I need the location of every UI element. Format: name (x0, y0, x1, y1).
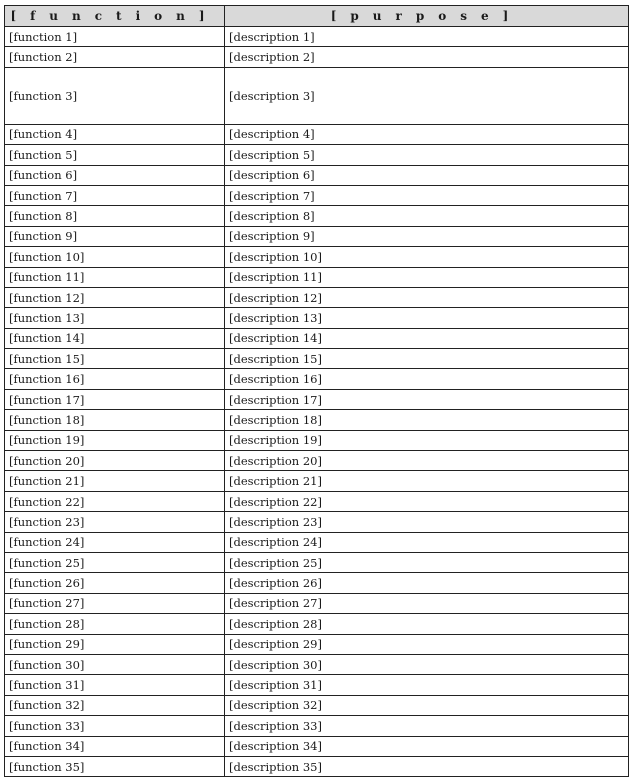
function-cell: [function 10] (5, 247, 225, 267)
function-cell: [function 11] (5, 267, 225, 287)
header-function: [function] (5, 6, 225, 27)
description-cell: [description 29] (225, 634, 629, 654)
table-row (5, 206, 629, 226)
function-cell: [function 24] (5, 532, 225, 552)
table-row (5, 430, 629, 450)
table-row (5, 349, 629, 369)
description-cell: [description 34] (225, 736, 629, 756)
description-cell: [description 7] (225, 185, 629, 205)
table-row (5, 308, 629, 328)
table-row (5, 328, 629, 348)
description-cell: [description 5] (225, 145, 629, 165)
table-row (5, 614, 629, 634)
table-row (5, 532, 629, 552)
description-cell: [description 11] (225, 267, 629, 287)
description-cell: [description 19] (225, 430, 629, 450)
function-cell: [function 32] (5, 695, 225, 715)
table-row (5, 675, 629, 695)
table-row (5, 369, 629, 389)
function-cell: [function 3] (5, 67, 225, 124)
header-row (5, 6, 629, 27)
description-cell: [description 17] (225, 389, 629, 409)
description-cell: [description 24] (225, 532, 629, 552)
table-row (5, 410, 629, 430)
function-cell: [function 17] (5, 389, 225, 409)
function-cell: [function 14] (5, 328, 225, 348)
table-row (5, 226, 629, 246)
table-row (5, 695, 629, 715)
function-cell: [function 7] (5, 185, 225, 205)
description-cell: [description 20] (225, 451, 629, 471)
function-cell: [function 26] (5, 573, 225, 593)
table-row (5, 287, 629, 307)
description-cell: [description 3] (225, 67, 629, 124)
function-cell: [function 4] (5, 124, 225, 144)
function-cell: [function 25] (5, 552, 225, 572)
function-cell: [function 33] (5, 716, 225, 736)
description-cell: [description 30] (225, 654, 629, 674)
description-cell: [description 31] (225, 675, 629, 695)
function-cell: [function 35] (5, 756, 225, 776)
table-row (5, 471, 629, 491)
description-cell: [description 22] (225, 491, 629, 511)
description-cell: [description 33] (225, 716, 629, 736)
function-cell: [function 12] (5, 287, 225, 307)
description-cell: [description 9] (225, 226, 629, 246)
table-row (5, 185, 629, 205)
function-cell: [function 23] (5, 512, 225, 532)
description-cell: [description 23] (225, 512, 629, 532)
function-cell: [function 19] (5, 430, 225, 450)
function-cell: [function 8] (5, 206, 225, 226)
table-row (5, 67, 629, 124)
description-cell: [description 14] (225, 328, 629, 348)
function-cell: [function 13] (5, 308, 225, 328)
function-cell: [function 2] (5, 47, 225, 67)
description-cell: [description 15] (225, 349, 629, 369)
table-row (5, 124, 629, 144)
function-cell: [function 29] (5, 634, 225, 654)
function-cell: [function 15] (5, 349, 225, 369)
description-cell: [description 16] (225, 369, 629, 389)
table-row (5, 491, 629, 511)
function-cell: [function 21] (5, 471, 225, 491)
description-cell: [description 6] (225, 165, 629, 185)
table-row (5, 716, 629, 736)
header-purpose: [purpose] (225, 6, 629, 27)
description-cell: [description 35] (225, 756, 629, 776)
table-row (5, 573, 629, 593)
description-cell: [description 2] (225, 47, 629, 67)
function-cell: [function 18] (5, 410, 225, 430)
function-cell: [function 5] (5, 145, 225, 165)
table-row (5, 165, 629, 185)
description-cell: [description 26] (225, 573, 629, 593)
table-row (5, 512, 629, 532)
table-row (5, 736, 629, 756)
table-row (5, 47, 629, 67)
function-cell: [function 22] (5, 491, 225, 511)
function-cell: [function 30] (5, 654, 225, 674)
function-cell: [function 6] (5, 165, 225, 185)
description-cell: [description 8] (225, 206, 629, 226)
description-cell: [description 12] (225, 287, 629, 307)
table-row (5, 634, 629, 654)
table-row (5, 145, 629, 165)
function-cell: [function 20] (5, 451, 225, 471)
table-row (5, 654, 629, 674)
table-row (5, 267, 629, 287)
function-cell: [function 34] (5, 736, 225, 756)
description-cell: [description 27] (225, 593, 629, 613)
function-cell: [function 27] (5, 593, 225, 613)
table-row (5, 27, 629, 47)
description-cell: [description 21] (225, 471, 629, 491)
table-row (5, 451, 629, 471)
function-cell: [function 31] (5, 675, 225, 695)
function-table (4, 5, 629, 777)
table-row (5, 389, 629, 409)
description-cell: [description 4] (225, 124, 629, 144)
description-cell: [description 25] (225, 552, 629, 572)
function-cell: [function 28] (5, 614, 225, 634)
description-cell: [description 32] (225, 695, 629, 715)
document-page (4, 5, 628, 777)
table-row (5, 552, 629, 572)
table-row (5, 756, 629, 776)
table-row (5, 593, 629, 613)
table-row (5, 247, 629, 267)
function-cell: [function 16] (5, 369, 225, 389)
description-cell: [description 18] (225, 410, 629, 430)
description-cell: [description 10] (225, 247, 629, 267)
table-body (5, 27, 629, 777)
function-cell: [function 1] (5, 27, 225, 47)
description-cell: [description 13] (225, 308, 629, 328)
function-cell: [function 9] (5, 226, 225, 246)
description-cell: [description 28] (225, 614, 629, 634)
description-cell: [description 1] (225, 27, 629, 47)
